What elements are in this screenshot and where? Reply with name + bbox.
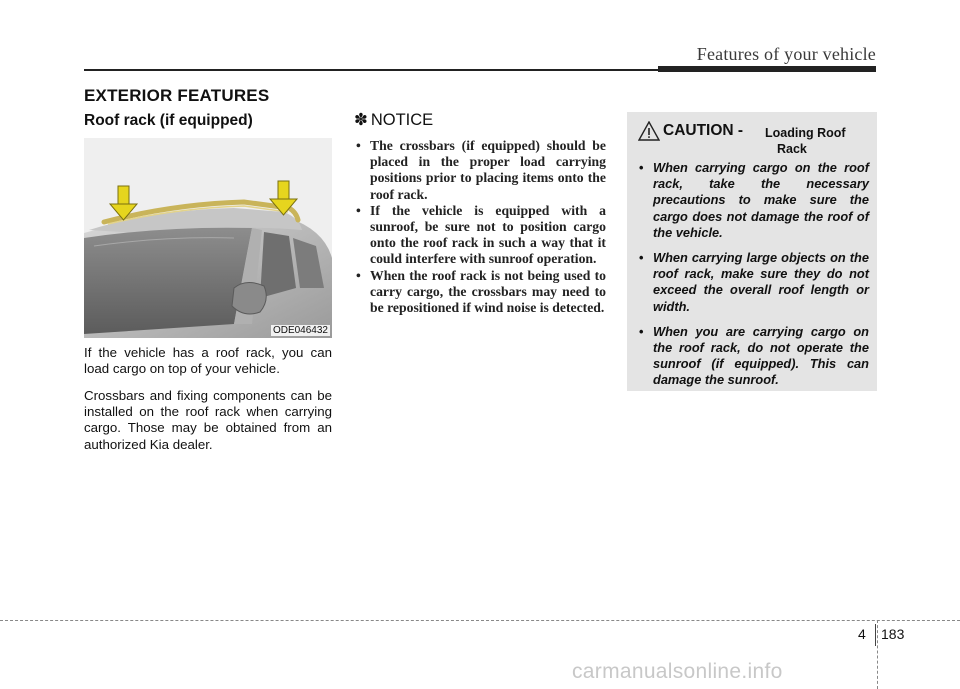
- notice-title: NOTICE: [370, 111, 434, 129]
- caution-item: • When you are carrying cargo on the roof rack, do not operate the sunroof (if equipped). This can damage the sunroof.: [637, 324, 869, 389]
- notice-item: • When the roof rack is not being used to carry cargo, the crossbars may need to be repositioned if wind noise is detected.: [354, 268, 606, 317]
- caution-subtitle: Loading Roof: [765, 126, 846, 140]
- caution-subtitle-line2: Rack: [777, 142, 807, 156]
- roof-rack-illustration: [84, 138, 332, 338]
- watermark: carmanualsonline.info: [572, 660, 783, 683]
- section-title: Features of your vehicle: [696, 44, 876, 64]
- caution-box: [627, 112, 877, 391]
- caution-list: [637, 160, 869, 398]
- footer-vertical-rule: [877, 620, 878, 689]
- roof-rack-paragraph-2: Crossbars and fixing components can be installed on the roof rack when carrying cargo. Those may be obtained from an authorized Kia dealer.: [84, 388, 332, 452]
- roof-rack-paragraph-1: If the vehicle has a roof rack, you can load cargo on top of your vehicle.: [84, 345, 332, 377]
- warning-triangle-icon: [638, 121, 660, 141]
- footer-rule: [0, 620, 960, 621]
- car-roof-drawing: [84, 138, 332, 338]
- roof-rack-heading: Roof rack (if equipped): [84, 112, 253, 129]
- notice-star-icon: ✽: [354, 111, 368, 129]
- notice-item: • The crossbars (if equipped) should be placed in the proper load carrying positions prior to placing items onto the roof rack.: [354, 138, 606, 203]
- chapter-number: 4: [858, 626, 866, 642]
- page-number: 183: [881, 626, 905, 642]
- header-accent-bar: [658, 66, 876, 72]
- page-number-divider: [875, 624, 876, 646]
- notice-item: • If the vehicle is equipped with a sunroof, be sure not to position cargo onto the roof rack in such a way that it could interfere with sunroof operation.: [354, 203, 606, 268]
- chapter-heading: EXTERIOR FEATURES: [84, 86, 270, 105]
- caution-label: CAUTION -: [663, 122, 744, 139]
- caution-item: • When carrying large objects on the roof rack, make sure they do not exceed the overall roof length or width.: [637, 250, 869, 315]
- figure-code: ODE046432: [272, 325, 328, 336]
- notice-list: [354, 138, 606, 316]
- caution-item: • When carrying cargo on the roof rack, take the necessary precautions to make sure the cargo does not damage the roof of the vehicle.: [637, 160, 869, 241]
- notice-heading: [354, 110, 433, 130]
